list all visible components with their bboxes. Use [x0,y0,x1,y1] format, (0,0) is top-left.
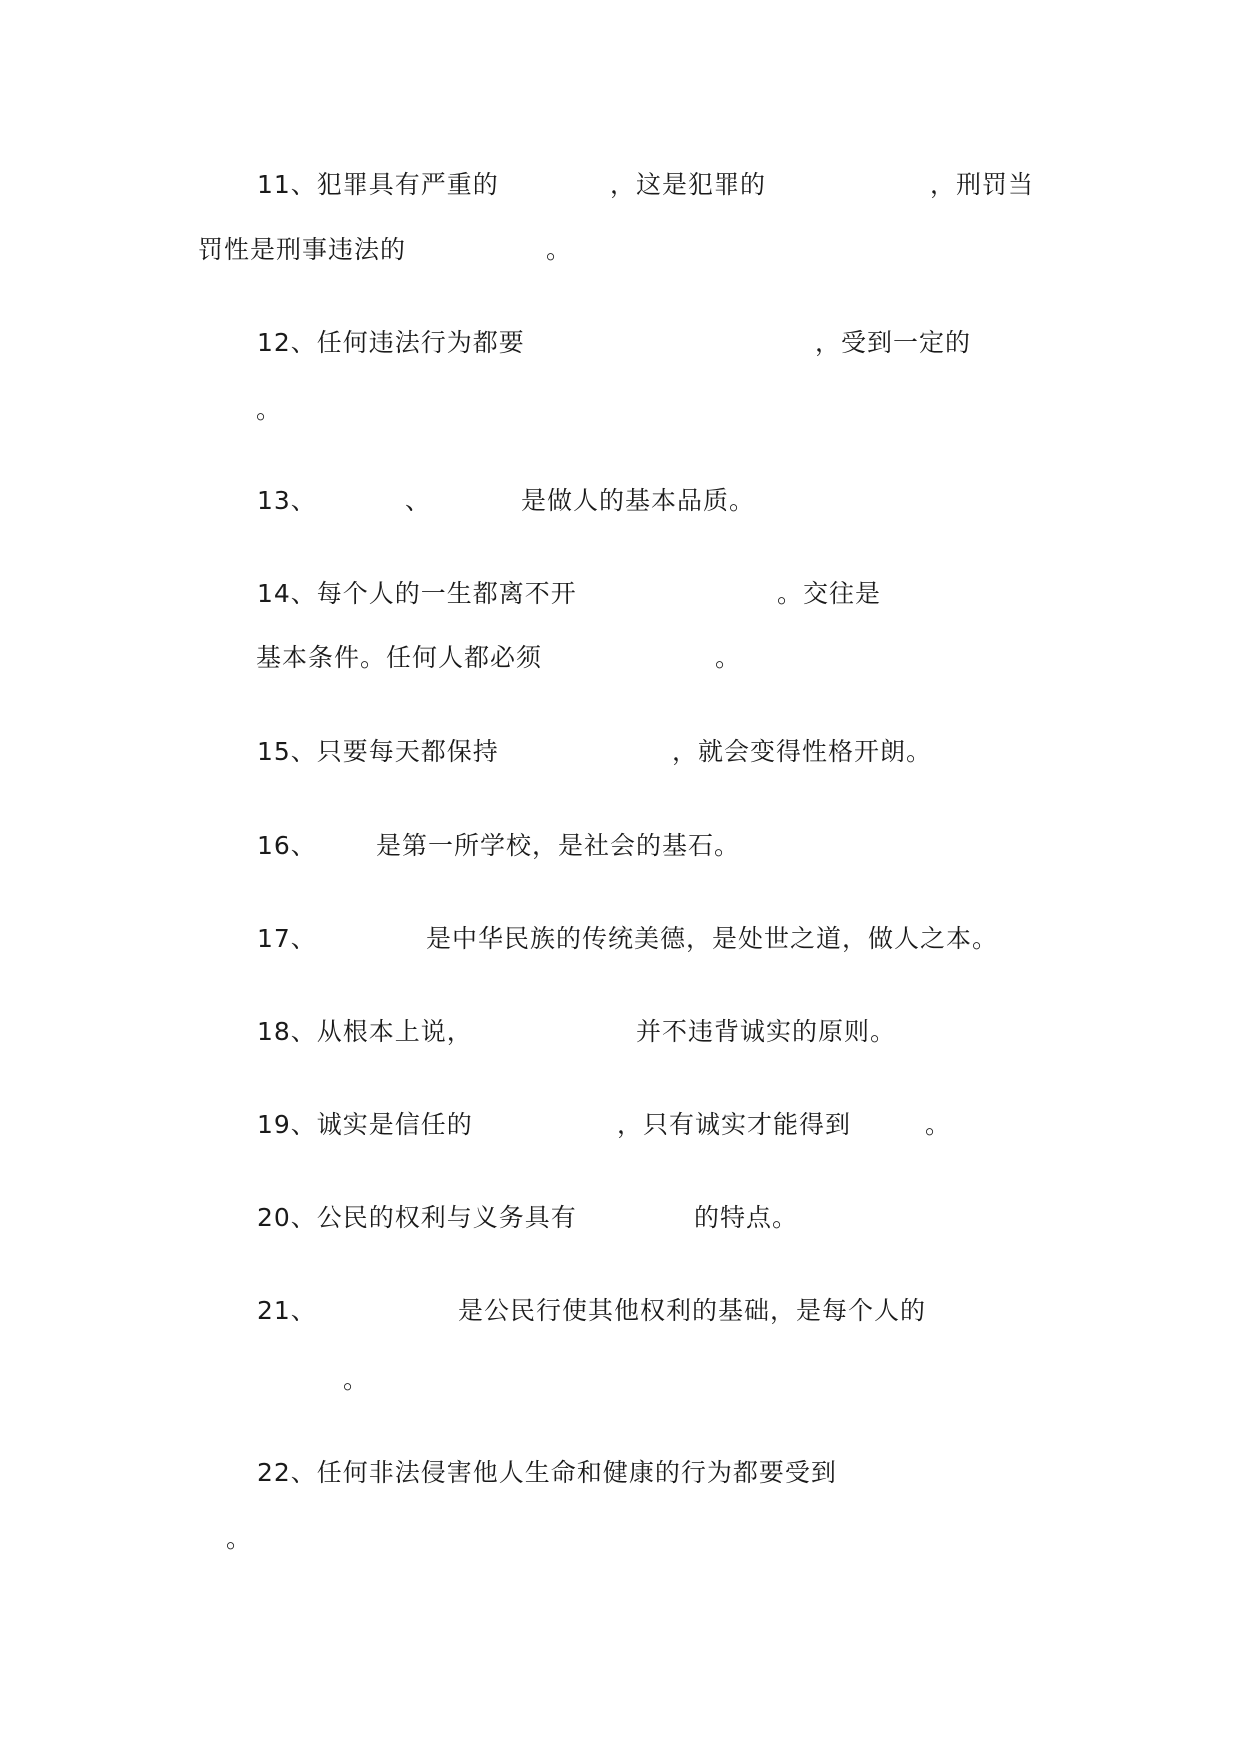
q14-text-4: 。 [715,643,742,672]
q16-text-1: 16、 [257,831,317,860]
q11-text-5: 。 [546,235,573,264]
q15-text-1: 15、只要每天都保持 [257,737,499,766]
q21-text-3: 。 [343,1365,370,1394]
q18-text-1: 18、从根本上说， [257,1017,473,1046]
q19-text-1: 19、诚实是信任的 [257,1110,473,1139]
q18-text-2: 并不违背诚实的原则。 [636,1017,897,1046]
q19-text-2: ，只有诚实才能得到 [617,1110,852,1139]
q13-text-1: 13、 [257,486,317,515]
q15-text-2: ，就会变得性格开朗。 [672,737,933,766]
q17-text-2: 是中华民族的传统美德，是处世之道，做人之本。 [426,924,999,953]
q13-text-2: 、 [405,486,432,515]
q11-text-3: ，刑罚当 [930,170,1035,199]
q12-text-1: 12、任何违法行为都要 [257,328,525,357]
q13-text-3: 是做人的基本品质。 [521,486,756,515]
q21-text-2: 是公民行使其他权利的基础，是每个人的 [458,1296,927,1325]
q12-text-2: ，受到一定的 [815,328,972,357]
q19-text-3: 。 [925,1110,952,1139]
q20-text-1: 20、公民的权利与义务具有 [257,1203,577,1232]
q21-text-1: 21、 [257,1296,317,1325]
q11-text-1: 11、犯罪具有严重的 [257,170,499,199]
q16-text-2: 是第一所学校，是社会的基石。 [376,831,741,860]
q12-text-3: 。 [256,395,283,424]
q14-text-2: 。交往是 [777,579,882,608]
q22-text-1: 22、任何非法侵害他人生命和健康的行为都要受到 [257,1458,837,1487]
q14-text-3: 基本条件。任何人都必须 [256,643,543,672]
q11-text-2: ，这是犯罪的 [610,170,767,199]
q22-text-2: 。 [226,1524,253,1553]
q20-text-2: 的特点。 [694,1203,799,1232]
q11-text-4: 罚性是刑事违法的 [198,235,407,264]
q14-text-1: 14、每个人的一生都离不开 [257,579,577,608]
q17-text-1: 17、 [257,924,317,953]
